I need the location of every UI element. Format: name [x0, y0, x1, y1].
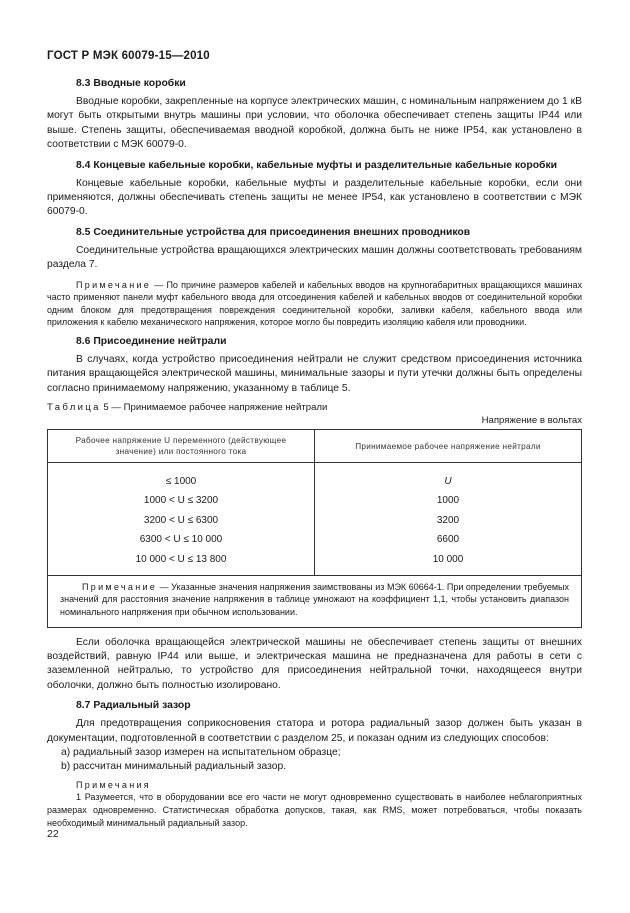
column-header: Принимаемое рабочее напряжение нейтрали: [315, 430, 582, 463]
page-number: 22: [47, 828, 59, 840]
table-cell: 3200: [315, 510, 582, 530]
table-row: [48, 510, 582, 530]
table-note-cell: [48, 575, 582, 627]
table-cell: 3200 < U ≤ 6300: [48, 510, 315, 530]
table-caption: [47, 402, 582, 414]
section-heading: 8.6 Присоединение нейтрали: [76, 336, 227, 348]
table-note: [60, 581, 569, 619]
notes-label: Примечания: [76, 779, 151, 790]
note-label: Примечание: [76, 279, 152, 290]
note-text: — По причине размеров кабелей и кабельных вводов на крупногабаритных вращающихся машинах часто применяют панели муфт кабельного ввода для отсоединения кабелей и кабельных вводов от соединительной коробки одним блоком для предотвращения повреждения соединительной коробки, заливки кабеля, кабельного ввода или приложения к кабелю механического напряжения, которое могло бы повредить изоляцию кабеля или проводники.: [47, 279, 582, 328]
note: 1 Разумеется, что в оборудовании все его части не могут одновременно существовать в наиболее неблагоприятных размерах одновременно. Статистическая обработка допусков, такая, как RMS, может потребоваться, чтобы показать необходимый минимальный радиальный зазор.: [47, 792, 582, 828]
paragraph: В случаях, когда устройство присоединения нейтрали не служит средством присоединения источника питания вращающейся электрической машины, минимальные зазоры и пути утечки должны быть определены согласно принимаемому напряжению, указанному в таблице 5.: [47, 354, 582, 394]
table-cell: 10 000 < U ≤ 13 800: [48, 549, 315, 575]
table-5: [47, 429, 582, 627]
table-note-row: [48, 575, 582, 627]
paragraph: Если оболочка вращающейся электрической машины не обеспечивает степень защиты от внешних воздействий, равную IP44 или выше, и электрическая машина не предназначена для работы в сети с заземленной нейтралью, то устройство для присоединения нейтральной точки, находящееся внутри оболочки, должно быть полностью изолировано.: [47, 636, 582, 691]
table-cell: 10 000: [315, 549, 582, 575]
table-units: Напряжение в вольтах: [481, 415, 582, 427]
list-item: a) радиальный зазор измерен на испытательном образце;: [61, 746, 341, 758]
table-caption-label: Таблица: [47, 402, 101, 414]
paragraph: Вводные коробки, закрепленные на корпусе электрических машин, с номинальным напряжением до 1 кВ могут быть открытыми внутрь машины при условии, что оболочка обеспечивает степень защиты IP44 или выше. Степень защиты, обеспечиваемая вводной коробкой, должна быть не ниже IP54, как установлено в соответствии с МЭК 60079-0.: [47, 96, 582, 151]
section-8-3: [47, 77, 582, 153]
section-heading: 8.4 Концевые кабельные коробки, кабельные муфты и разделительные кабельные коробки: [76, 159, 558, 171]
running-header: ГОСТ Р МЭК 60079-15—2010: [47, 50, 210, 62]
section-heading: 8.3 Вводные коробки: [76, 78, 186, 89]
section-8-6: [47, 335, 582, 693]
paragraph: Для предотвращения соприкосновения статора и ротора радиальный зазор должен быть указан в документации, подготовленной в соответствии с разделом 25, и показан одним из следующих способов:: [47, 718, 582, 744]
table-cell: 6600: [315, 530, 582, 550]
table-cell: U: [315, 463, 582, 491]
paragraph: Концевые кабельные коробки, кабельные муфты и разделительные кабельные коробки, если они применяются, должны обеспечивать степень защиты не менее IP54, как установлено в соответствии с МЭК 60079-0.: [47, 177, 582, 218]
section-heading: 8.7 Радиальный зазор: [76, 700, 191, 712]
table-cell: ≤ 1000: [48, 463, 315, 491]
note-label: Примечание: [82, 581, 158, 592]
list-item: b) рассчитан минимальный радиальный зазор.: [61, 761, 287, 773]
section-heading: 8.5 Соединительные устройства для присоединения внешних проводников: [76, 226, 471, 238]
table-row: [48, 463, 582, 491]
table-row: [48, 530, 582, 550]
table-row: [48, 491, 582, 511]
section-8-7: [47, 699, 582, 829]
section-8-5: [47, 226, 582, 329]
table-cell: 6300 < U ≤ 10 000: [48, 530, 315, 550]
table-row: [48, 549, 582, 575]
column-header: Рабочее напряжение U переменного (действующее значение) или постоянного тока: [48, 430, 315, 463]
table-header-row: [48, 430, 582, 463]
table-cell: 1000 < U ≤ 3200: [48, 491, 315, 511]
note-text: — Указанные значения напряжения заимствованы из МЭК 60664-1. При определении требуемых значений для расстояния значение напряжения в таблице умножают на коэффициент 1,1, чтобы установить диапазон номинального напряжения при обычном использовании.: [60, 581, 569, 617]
section-8-4: [47, 159, 582, 220]
table-caption-text: 5 — Принимаемое рабочее напряжение нейтрали: [100, 402, 328, 414]
paragraph: Соединительные устройства вращающихся электрических машин должны соответствовать требованиям раздела 7.: [47, 244, 582, 271]
options-list: [47, 746, 582, 775]
table-cell: 1000: [315, 491, 582, 511]
note: [47, 279, 582, 329]
page-content: [47, 77, 582, 835]
